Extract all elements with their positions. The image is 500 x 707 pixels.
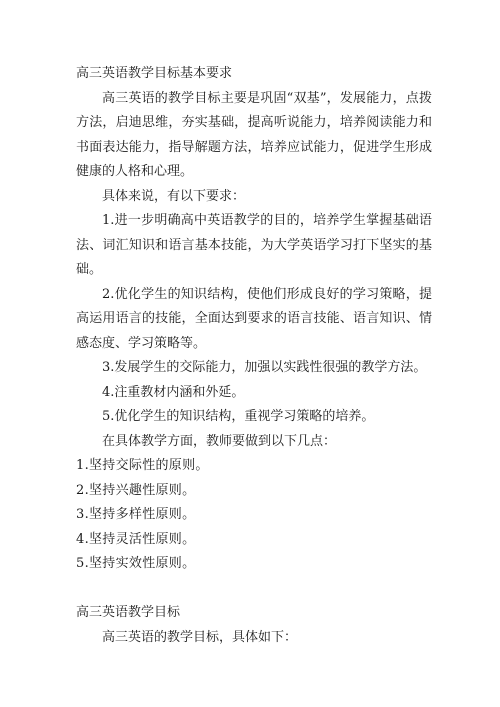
teaching-lead: 在具体教学方面，教师要做到以下几点： [102,433,337,449]
principle-item: 3.坚持多样性原则。 [76,507,196,522]
requirement-item: 4.注重教材内涵和外延。 [102,384,245,400]
requirement-item: 5.优化学生的知识结构，重视学习策略的培养。 [102,409,375,424]
section2-intro: 高三英语的教学目标，具体如下： [102,629,298,645]
section-title: 高三英语教学目标基本要求 [76,66,233,81]
document-body [76,62,432,650]
principle-item: 4.坚持灵活性原则。 [76,531,196,547]
requirement-item: 2.优化学生的知识结构，使他们形成良好的学习策略，提高运用语言的技能，全面达到要求的语言技能、语言知识、情感态度、学习策略等。 [76,286,432,351]
section-spacer [76,577,432,602]
requirement-item: 3.发展学生的交际能力，加强以实践性很强的教学方法。 [102,360,427,375]
section-title: 高三英语教学目标 [76,605,181,620]
intro-paragraph: 高三英语的教学目标主要是巩固“双基”，发展能力，点拨方法，启迪思维，夯实基础，提高听说能力，培养阅读能力和书面表达能力，指导解题方法，培养应试能力，促进学生形成健康的人格和心理。 [76,90,432,179]
principle-item: 2.坚持兴趣性原则。 [76,482,196,498]
requirements-lead: 具体来说，有以下要求： [102,188,246,204]
requirement-item: 1.进一步明确高中英语教学的目的，培养学生掌握基础语法、词汇知识和语言基本技能，为大学英语学习打下坚实的基础。 [76,213,432,277]
principle-item: 1.坚持交际性的原则。 [76,458,209,473]
principle-item: 5.坚持实效性原则。 [76,556,196,571]
